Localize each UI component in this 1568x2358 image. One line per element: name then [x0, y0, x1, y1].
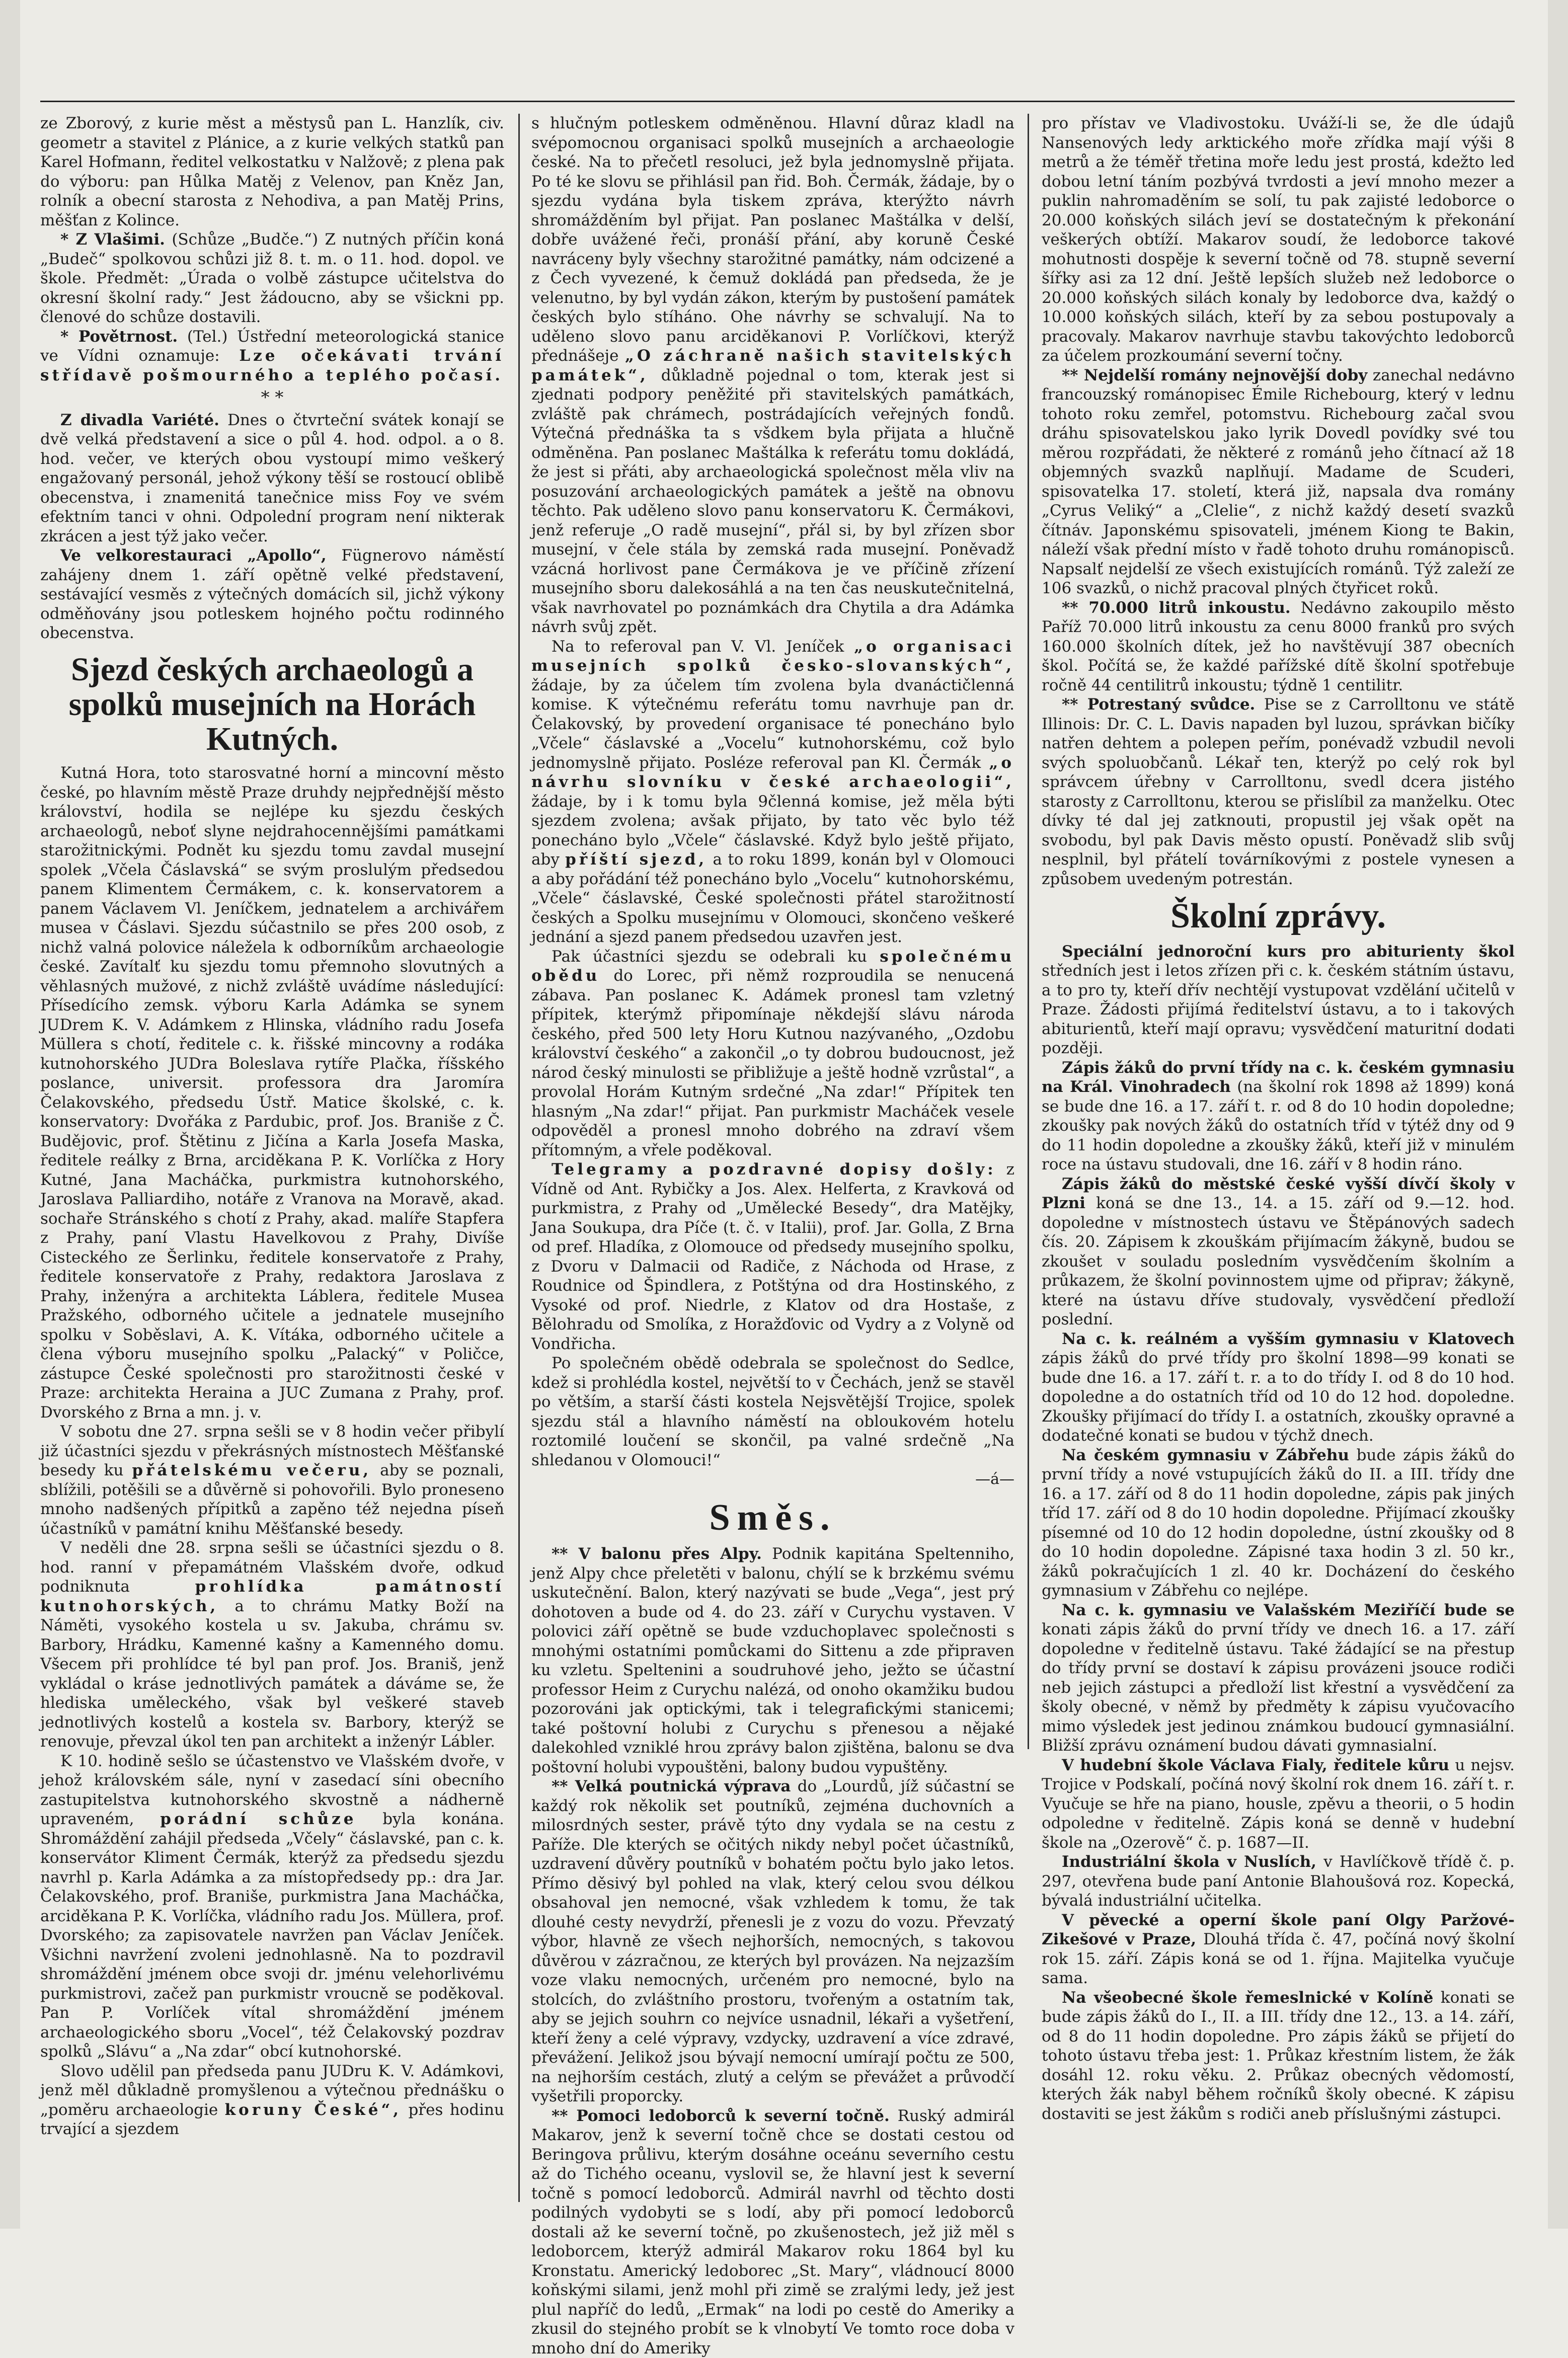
news-item-vlasim: [40, 230, 504, 327]
article-text: V sobotu dne 27. srpna sešli se v 8 hodin večer přibylí již účastníci sjezdu v překrásných místnostech Měšťanské besedy ku: [40, 1423, 504, 1480]
news-item-heading: ** V balonu přes Alpy.: [552, 1545, 762, 1563]
news-item-heading: ** Velká poutnická výprava: [552, 1777, 791, 1796]
notice-text: konati se bude zápis žáků do I., II. a III. třídy dne 12., 13. a 14. září, od 8 do 11 hodin dopoledne. Pro zápis žáků se přijetí do tohoto ústavu třeba jest: 1. Průkaz křestním listem, že žák dosáhl 12. roku věku. 2. Průkaz obecných vědomostí, kterých žák nabyl během ročníků školy obecné. K zápisu dostaviti se jest žákům s rodiči aneb příslušnými zástupci.: [1042, 1988, 1515, 2123]
news-item-text: Dnes o čtvrteční svátek konají se dvě velká představení a sice o půl 4. hod. odpol. a o 8. hod. večer, ve kterých obou vystoupí mimo veškerý engažovaný personál, jehož výkony těší se rostoucí oblibě obecenstva, i znamenitá tanečnice miss Foy ve svém efektním tanci v ohni. Odpolední program není nikterak zkrácen a jest týž jako večer.: [40, 411, 504, 545]
school-notice: [1042, 1446, 1515, 1601]
emphasized-text: „o návrhu slovníku v české archaeologii“,: [531, 753, 1015, 791]
news-item-text: Fügnerovo náměstí zahájeny dnem 1. září opětně velké představení, sestávající vesměs z výtečných domácích sil, jichž výkony odměňovány jsou potleskem hojného počtu rodinného obecenstva.: [40, 546, 504, 642]
article-paragraph: [40, 1422, 504, 1538]
news-item-apollo: [40, 546, 504, 643]
news-item-heading: * Povětrnost.: [60, 327, 178, 346]
notice-heading: Na c. k. gymnasiu ve Valašském Meziříčí bude se: [1062, 1601, 1515, 1619]
news-item-variete: [40, 411, 504, 546]
article-text: do Lorec, při němž rozproudila se nenucená zábava. Pan poslanec K. Adámek pronesl tam vzletný přípitek, kterýmž připomínaje někdejší slávu národa českého, před 500 lety Horu Kutnou nazývaného, „Ozdobu království českého“ a zakončil „o ty dobrou budoucnost, jež národ český minulosti se přibližuje a ještě hodně vzrůstal“, a provolal Horám Kutným srdečné „Na zdar!“ Přípitek ten hlasným „Na zdar!“ přijat. Pan purkmistr Macháček vesele odpověděl a pronesl mnoho dobrého na zdraví všem přítomným, a vřele poděkoval.: [531, 967, 1015, 1159]
notice-heading: Zápis žáků do první třídy na c. k. českém gymnasiu na Král. Vinohradech: [1042, 1058, 1515, 1096]
emphasized-text: příští sjezd,: [565, 850, 708, 869]
emphasized-text: Telegramy a pozdravné dopisy došly:: [552, 1160, 996, 1178]
notice-text: zápis žáků do prvé třídy pro školní 1898—99 konati se bude dne 16. a 17. září t. r. a to do třídy I. od 8 do 10 hod. dopoledne a do ostatních tříd od 10 do 12 hod. dopoledne. Zkoušky přijímací do třídy I. a ostatních, zkoušky opravné a dodatečné konati se budou v týchž dnech.: [1042, 1349, 1515, 1445]
notice-text: koná se dne 13., 14. a 15. září od 9.—12. hod. dopoledne v místnostech ústavu ve Štěpánových sadech čís. 20. Zápisem k zkouškám přijímacím žákyně, budou se zkoušet v souladu posledním vysvědčením školním a průkazem, že školní povinnostem ujme od připrav; žákyně, které na ústavu dříve studovaly, vysvědčení předloží poslední.: [1042, 1194, 1515, 1328]
article-text: důkladně pojednal o tom, kterak jest si zjednati podpory peněžité při stavitelských památkách, zvláště pak chrámech, postrádajících veřejných fondů. Výtečná přednáška ta s všdkem byla přijata a hlučně odměněna. Pan poslanec Maštálka k referátu tomu dokládá, že jest si přáti, aby archaeologická společnost měla vliv na posuzování archaeologických památek a ještě na obnovu těchto. Pak uděleno slovo panu konservatoru K. Čermákovi, jenž referuje „O radě musejní“, přál si, by byl zřízen sbor musejní, v čele stála by zemská rada musejní. Poněvadž vzácná horlivost pane Čermákova je ve příčině zřízení musejního sboru dalekosáhlá a na ten čas neuskutečnitelná, však navrhovatel po poznámkách dra Chytila a dra Adámka návrh svůj zpět.: [531, 366, 1014, 636]
news-item-text: do „Lourdů, jíž súčastní se každý rok několik set poutníků, zejména duchovních a milosrdných sester, právě týto dny vydala se na cestu z Paříže. Dle kterých se očitých nikdy nebyl počet účastníků, uzdravení důvěry poutníků v bohatém počtu bylo jako letos. Přímo děsivý byl pohled na vlak, který celou svou délkou obsahoval jen nemocné, však vzhledem k tomu, že tak dlouhé cesty nevydrží, přenesli je z vozu do vozu. Převzatý výbor, hlavně ze všech nejhorších, nemocných, s takovou důvěrou v zázračnou, ze kterých byl provázen. Na nejzazším voze vlaku nemocných, určeném pro nemocné, bylo na stolcích, do zvláštního prostoru, tvořeným a ostatním tak, aby se jejich souhrn co nejvíce usnadnil, lékaři a vyšetření, kteří ženy a celé výpravy, vzdycky, uzdravení a více zdravé, převážení. Jelikož jsou bývají nemocní umírají počtu ze 500, na nejhorším cestách, zlutý a celým se převážet a průvodčí vyšetřili proporcky.: [531, 1777, 1015, 2106]
emphasized-text: koruny České“,: [224, 2100, 402, 2119]
notice-text: v Havlíčkově třídě č. p. 297, otevřena bude paní Antonie Blahoušová roz. Kopecká, bývalá industriální učitelka.: [1042, 1853, 1515, 1910]
notice-text: u nejsv. Trojice v Podskalí, počíná nový školní rok dnem 16. září t. r. Vyučuje se hře na piano, housle, zpěvu a theorii, o 5 hodin odpoledne v ředitelně. Zápis koná se denně v hudební škole na „Ozerově“ č. p. 1687—II.: [1042, 1756, 1515, 1852]
article-text: Pak účastníci sjezdu se odebrali ku: [552, 947, 867, 966]
emphasized-text: prohlídka památností kutnohorských,: [40, 1578, 505, 1615]
news-item-heading: Z divadla Variété.: [60, 411, 219, 429]
notice-text: středních jest i letos zřízen při c. k. českém státním ústavu, a to pro ty, kteří dřív nechtějí vystupovat vzdělání učitelů v Praze. Žádosti přijímá ředitelství ústavu, a to i takových abiturientů, kteří mají opravu; vysvědčení maturitní dodati později.: [1042, 962, 1515, 1057]
news-item-text: Nedávno zakoupilo město Paříž 70.000 litrů inkoustu za cenu 8000 franků pro svých 160.000 školních dítek, jež ho navštěvují 387 obecních škol. Počítá se, že každé pařížské dítě školní spotřebuje ročně 44 centilitrů inkoustu; týdně 1 centilitr.: [1042, 598, 1515, 694]
news-item-balloon: [531, 1544, 1014, 1777]
news-item-heading: * Z Vlašimi.: [60, 230, 165, 249]
notice-heading: Zápis žáků do městské české vyšší dívčí školy v Plzni: [1042, 1174, 1515, 1212]
section-heading-skolni-zpravy: Školní zprávy.: [1170, 897, 1386, 935]
news-item-heading: Ve velkorestauraci „Apollo“,: [60, 546, 327, 565]
top-rule: [40, 101, 1515, 102]
notice-text: konati zápis žáků do první třídy ve dnech 16. a 17. září dopoledne v ředitelně ústavu. Také žádající se na přestup do třídy první se dostaví k zápisu provázeni jsouce rodiči neb jejich zástupci a předloží list křestní a vysvědčení za školy obecné, v němž by předměty k zápisu vyučovacího mimo výsledek jest jedinou známkou budoucí gymnasiální. Bližší zprávu oznámení budou dávati gymnasialní.: [1042, 1620, 1515, 1755]
emphasized-text: společnému obědu: [531, 947, 1014, 985]
article-paragraph: [40, 1538, 504, 1752]
school-notice: [1042, 1329, 1515, 1446]
article-text: a to chrámu Matky Boží na Náměti, vysokého kostela u sv. Jakuba, chrámu sv. Barbory, Hrádku, Kamenné kašny a Kamenného domu. Všecem při prohlídce té byl pan prof. Jos. Braniš, jenž vykládal o kráse jednotlivých památek a dáváme se, že hlediska uměleckého, však byl veškeré staveb jednotlivých kostelů a kostela sv. Barbory, kterýž se renovuje, převzal úkol ten pan architekt a inženýr Lábler.: [40, 1597, 504, 1751]
notice-text: Dlouhá třída č. 47, počíná nový školní rok 15. září. Zápis koná se od 1. října. Majitelka vyučuje sama.: [1042, 1930, 1515, 1987]
news-item-pilgrimage: [531, 1777, 1014, 2106]
emphasized-text: „O záchraně našich stavitelských památek“,: [531, 347, 1015, 384]
notice-heading: Na všeobecné škole řemeslnické v Kolíně: [1062, 1988, 1434, 2007]
article-text: ze Zborový, z kurie měst a městysů pan L. Hanzlík, civ. geometr a stavitel z Plánice, a z kurie velkých statků pan Karel Hofmann, ředitel velkostatku v Nalžově; z plena pak do výboru: pan Hůlka Matěj z Velenov, pan Kněz Jan, rolník a obecní starosta z Nehodiva, a pan Matěj Prins, měšťan z Kolince.: [40, 114, 504, 229]
news-item-heading: ** Pomoci ledoborců k severní točně.: [552, 2106, 890, 2125]
notice-heading: V hudební škole Václava Fialy, ředitele kůru: [1062, 1756, 1450, 1774]
news-item-weather: [40, 327, 504, 385]
school-notice: [1042, 1601, 1515, 1756]
article-paragraph: pro přístav ve Vladivostoku. Uváží-li se, že dle údajů Nansenových ledy arktického moře zřídka mají výši 8 metrů a že téměř třetina moře ledu jest prostá, kdežto led dobou letní táním pozbývá tvrdosti a jeví mnoho mezer a puklin nahromaděním se solí, tu pak zajisté ledoborce o 20.000 koňských silách jeví se dostatečným k překonání veškerých obtíží. Makarov soudí, že ledoborce takové mohutnosti dospěje k severní točně od 78. stupně severní šířky asi za 12 dní. Ještě lepších služeb než ledoborce o 20.000 koňských silách konaly by ledoborce dva, každý o 10.000 koňských silách, kteří by za sebou postupovaly a pracovaly. Makarov navrhuje stavbu takovýchto ledoborců za účelem prozkoumání severní točny.: [1042, 114, 1515, 365]
notice-heading: V pěvecké a operní škole paní Olgy Paržové-Zikešové v Praze,: [1042, 1911, 1515, 1948]
news-item-heading: ** 70.000 litrů inkoustu.: [1062, 598, 1291, 617]
article-text: přes hodinu trvající a sjezdem: [40, 2100, 505, 2139]
news-item-text: Ruský admirál Makarov, jenž k severní točně chce se dostati cestou od Beringova průlivu, kterým dosáhne oceánu severního cestu až do Tichého oceanu, vyslovil se, že hlavní jest k severní točně s pomocí ledoborců. Admirál navrhl od těchto dosti podilných vydobyti se s lodí, aby při pomocí ledoborců dostali až ke severní točně, po zkušenostech, jež již měl s ledoborcem, kterýž admirál Makarov roku 1864 byl ku Kronstatu. Americký ledoborec „St. Mary“, vládnoucí 8000 koňskými silami, jenž mohl při zimě se zralými ledy, jež jest plul napříč do ledů, „Ermak“ na lodi po cestě do Ameriky a zkusil do stejného probít se k vlnobytí Ve tomto roce doba v mnoho dní do Ameriky: [531, 2106, 1014, 2357]
article-paragraph: [531, 947, 1014, 1160]
section-separator-stars: * *: [261, 387, 284, 408]
notice-heading: Na c. k. reálném a vyšším gymnasiu v Klatovech: [1062, 1329, 1515, 1348]
news-item-novels: [1042, 366, 1515, 598]
article-text: byla konána. Shromáždění zahájil předseda „Včely“ čáslavské, pan c. k. konservátor Kliment Čermák, kterýž za předsedu sjezdu navrhl p. Karla Adámka a za místopředsedy pp.: dra Jar. Čelakovského, prof. Braniše, purkmistra Jana Macháčka, arciděkana P. K. Vorlíčka, vládního radu Jos. Müllera, prof. Dvorského; za zapisovatele navržen pan Václav Jeníček. Všichni navržení zvoleni jednohlasně. Na to pozdravil shromáždění jménem obce svoji dr. jménu velehorlivému purkmistrovi, začež pan purkmistr vroucně se poděkoval. Pan P. Vorlíček vítal shromáždění jménem archaeologického sboru „Vocel“, též Čelakovský pozdrav spolků „Slávu“ a „Na zdar“ obcí kutnohorské.: [40, 1810, 504, 2061]
school-notice: [1042, 1852, 1515, 1911]
article-signoff: —á—: [975, 1470, 1014, 1488]
column-divider-2: [1028, 114, 1029, 1749]
news-item-heading: ** Potrestaný svůdce.: [1062, 695, 1256, 714]
emphasized-text: „o organisaci musejních spolků česko-slovanských“,: [531, 637, 1014, 675]
news-item-ink: [1042, 598, 1515, 695]
news-item-text: Podnik kapitána Speltenniho, jenž Alpy chce přeletěti v balonu, chýlí se k brzkému svému uskutečnění. Balon, který nazývati se bude „Vega“, jest prý dohotoven a bude od 4. do 23. září v Curychu vystaven. V polovici září opětně se bude vzduchoplavec společnosti s mnohými ostatními pomůckami do Sittenu a zde připraven ku vzletu. Speltenini a soudruhové jeho, ježto se účastní professor Heim z Curychu nalézá, od onoho okamžiku budou pozorováni jak optickými, tak i telegrafickými stanicemi; také poštovní holubi z Curychu s přenesou a nějaké dalekohled vzniklé hrou zprávy balon zjištěna, balonu se dva poštovní holubi vypouštěni, balony budou vypuštěny.: [531, 1545, 1015, 1776]
article-paragraph: [531, 637, 1014, 947]
column-divider-1: [518, 114, 520, 2202]
scan-margin-left: [0, 0, 20, 2229]
school-notice: [1042, 1988, 1515, 2124]
scan-margin-right: [1548, 0, 1568, 2229]
column-2: [531, 114, 1015, 2357]
article-paragraph: [40, 2062, 504, 2139]
article-text: Slovo udělil pan předseda panu JUDru K. V. Adámkovi, jenž měl důkladně promyšlenou a výtečnou přednášku o „poměru archaeologie: [40, 2062, 504, 2119]
notice-text: bude zápis žáků do první třídy a nové vstupujících žáků do II. a III. třídy dne 16. a 17. září od 8 do 11 hodin dopoledne, zápis pak jiných tříd 17. září od 8 do 10 hodin dopoledne. Přijímací zkoušky písemné od 10 do 12 hodin dopoledne, ústní zkoušky od 8 do 10 hodin dopoledne. Zápisné taxa hodin 3 zl. 50 kr., žáků pokračujících 1 zl. 40 kr. Docházení do českého gymnasium v Zábřehu co nejlépe.: [1042, 1446, 1515, 1600]
section-heading-smes: Směs.: [709, 1497, 837, 1538]
news-item-text: (Tel.) Ústřední meteorologická stanice ve Vídni oznamuje:: [40, 327, 505, 365]
school-notice: [1042, 942, 1515, 1058]
article-text: žádaje, by za účelem tím zvolena byla dvanáctičlenná komise. K výtečnému referátu tomu navrhuje pan dr. Čelakovský, by provedení organisace té ponecháno bylo „Včele“ čáslavské a „Vocelu“ kutnohorskému, což bylo jednomyslně přijato. Posléze referoval pan Kl. Čermák: [531, 676, 1014, 772]
article-text: K 10. hodině sešlo se účastenstvo ve Vlašském dvoře, v jehož královském sále, nyní v zasedací síni obecního zastupitelstva kutnohorského skvostně a nádherně upraveném,: [40, 1752, 504, 1829]
notice-heading: Speciální jednoroční kurs pro abiturienty škol: [1062, 942, 1515, 961]
article-paragraph: [531, 1160, 1014, 1354]
emphasized-text: přátelskému večeru,: [132, 1461, 372, 1480]
news-item-icebreakers: [531, 2106, 1014, 2358]
article-text: Na to referoval pan V. Vl. Jeníček: [552, 637, 844, 656]
news-item-heading: ** Nejdelší romány nejnovější doby: [1062, 366, 1368, 384]
weather-forecast-text: Lze očekávati trvání střídavě pošmourného a teplého počasí.: [40, 347, 504, 384]
article-paragraph: [531, 114, 1014, 637]
newspaper-page: [40, 101, 1515, 2357]
news-item-text: zanechal nedávno francouzský románopisec Émile Richebourg, který v lednu tohoto roku zemřel, potomstvu. Richebourg začal svou dráhu spisovatelskou jako lyrik Dovedl povídky své tou měrou rozpřádati, že některé z románů jeho čítnací až 18 objemných svazků naplňují. Madame de Scuderi, spisovatelka 17. století, která již, napsala dva romány „Cyrus Veliký“ a „Clelie“, z nichž každý desetí svazků čítnáv. Japonskému spisovateli, jménem Kiong te Bakin, náleží však přední místo v řadě tohoto druhu románopisců. Napsalť nejdelší ze všech existujících románů. Týž zaleží ze 106 svazků, o nichž pracoval plných čtyřicet roků.: [1042, 366, 1515, 597]
news-item-text: (Schůze „Budče.“) Z nutných příčin koná „Budeč“ spolkovou schůzi již 8. t. m. o 11. hod. dopol. ve škole. Předmět: „Úrada o volbě zástupce učitelstva do okresní školní rady.“ Jest žádoucno, aby se všickni pp. členové do schůze dostavili.: [40, 230, 504, 326]
article-text: V neděli dne 28. srpna sešli se účastníci sjezdu o 8. hod. ranní v přepamátném Vlašském dvoře, odkud podniknuta: [40, 1539, 504, 1596]
school-notice: [1042, 1756, 1515, 1853]
school-notice: [1042, 1911, 1515, 1988]
notice-heading: Industriální škola v Nuslích,: [1062, 1853, 1317, 1871]
article-text: s hlučným potleskem odměněnou. Hlavní důraz kladl na svépomocnou organisaci spolků musejních a archaeologie české. Na to přečetl resoluci, jež byla jednomyslně přijata. Po té ke slovu se přihlásil pan řid. Boh. Čermák, žádaje, by o sjezdu vydána byla tiskem zpráva, kterýžto návrh shromážděním byl přijat. Pan poslanec Maštálka v delší, dobře uvážené řeči, pronáší přání, aby koruně České navráceny byly všechny starožitné památky, nám odcizené a z Čech vyvezené, k čemuž dokládá pan předseda, že je velenutno, by byl vydán zákon, kterým by pustošení památek českých bylo stíháno. Ohe návrhy se schvalují. Na to uděleno slovo panu arciděkanovi P. Vorlíčkovi, kterýž přednášeje: [531, 114, 1014, 365]
article-paragraph: Po společném obědě odebrala se společnost do Sedlce, kdež si prohlédla kostel, největší to v Čechách, jenž se stavěl po větším, a starší části kostela Nejsvětější Trojice, spolek sjezdu stál a hlavního náměstí na obloukovém hotelu roztomilé loučení se skončil, pa valné srdečně „Na shledanou v Olomouci!“: [531, 1354, 1014, 1469]
news-item-text: Pise se z Carrolltonu ve státě Illinois: Dr. C. L. Davis napaden byl luzou, správkan bičíky natřen dehtem a polepen peřím, ponévadž vzbudil nevoli svých spoluobčanů. Lékař ten, kterýž po celý rok byl správcem úřebny v Carrolltonu, svedl dcera jistého starosty z Carrolltonu, kterou se přislíbil za manželku. Otec dívky té dal jej zatknouti, propustil jej však opět na svobodu, byl pak Davis město opustí. Poněvadž slib svůj nesplnil, byl přátelí továrníkovými z postele vynesen a způsobem uvedeným potrestán.: [1042, 695, 1515, 888]
article-paragraph: [40, 1752, 504, 2062]
emphasized-text: porádní schůze: [160, 1810, 357, 1829]
notice-heading: Na českém gymnasiu v Zábřehu: [1062, 1446, 1350, 1464]
article-paragraph: Kutná Hora, toto starosvatné horní a mincovní město české, po hlavním městě Praze druhdy nejpřednější město království, hodila se nejlépe ku sjezdu českých archaeologů, neboť slyne nejdrahocennějšími památkami starožitnickými. Podnět ku sjezdu tomu zavdal musejní spolek „Včela Čáslavská“ se svým proslulým předsedou panem Klimentem Čermákem, c. k. konservatorem a panem Václavem Vl. Jeníčkem, jednatelem a archivářem musea v Čáslavi. Sjezdu súčastnilo se přes 200 osob, z nichž valná polovice náležela k odborníkům archaeologie české. Zavítalť ku sjezdu tomu přemnoho slovutných a věhlasných mužové, z nichž zvláště uvádíme následující: Přísedícího zemsk. výboru Karla Adámka se synem JUDrem K. V. Adámkem z Hlinska, vládního radu Josefa Müllera s chotí, ředitele c. k. řišské mincovny a rodáka kutnohorského JUDra Boleslava rytíře Plačka, říšského poslance, universit. professora dra Jaromíra Čelakovského, předsedu Ústř. Matice školské, c. k. konservatory: Dvořáka z Pardubic, prof. Jos. Braniše z Č. Budějovic, prof. Štětinu z Jičína a Karla Josefa Maska, ředitele reálky z Brna, arciděkana P. K. Vorlíčka z Hory Kutné, Jana Macháčka, purkmistra kutnohorského, Jaroslava Palliardiho, notáře z Vranova na Moravě, akad. sochaře Stránského s chotí z Prahy, akad. malíře Stapfera z Prahy, paní Vlastu Havelkovou z Prahy, Divíše Cisteckého ze Šerlinku, ředitele konservatoře z Prahy, ředitele konservatoře z Prahy, redaktora Jaroslava z Prahy, inženýra a architekta Láblera, ředitele Musea Pražského, odborného učitele a jednatele musejního spolku v Soběslavi, A. K. Vítáka, odborného učitele a člena výboru musejního spolku „Palacký“ v Poličce, zástupce České společnosti pro starožitnosti české v Praze: architekta Heraina a JUC Zumana z Prahy, prof. Dvorského z Brna a mn. j. v.: [40, 764, 504, 1422]
school-notice: [1042, 1058, 1515, 1174]
article-text: z Vídně od Ant. Rybičky a Jos. Alex. Helferta, z Kravková od purkmistra, z Prahy od „Umělecké Besedy“, dra Matějky, Jana Soukupa, dra Píče (t. č. v Italii), prof. Jar. Golla, Z Brna od pref. Hladíka, z Olomouce od předsedy musejního spolku, z Dvoru v Dalmacii od Radiče, z Náchoda od Hrase, z Roudnice od Špindlera, z Potštýna od dra Hostinského, z Vysoké od prof. Niedrle, z Klatov od dra Hostaše, z Bělohradu od Smolíka, z Horažďovic od Vydry a z Volyně od Vondřicha.: [531, 1160, 1014, 1353]
article-headline: Sjezd českých archaeologů a spolků musejních na Horách Kutných.: [68, 651, 476, 758]
column-3: [1042, 114, 1515, 2123]
notice-text: (na školní rok 1898 až 1899) koná se bude dne 16. a 17. září t. r. od 8 do 10 hodin dopoledne; zkoušky pak nových žáků do ostatních tříd v týtéž dny od 9 do 11 hodin dopoledne a zkoušky žáků, kteří již v minulém roce na ústavu studovali, dne 16. září v 8 hodin ráno.: [1042, 1078, 1515, 1173]
column-1: [40, 114, 504, 2202]
article-text: aby se poznali, sblížili, potěšili se a důvěrně si pohovořili. Bylo proneseno mnoho nadšených přípitků a zapěno též nejedna píseň účastníků v památní knihu Měšťanské besedy.: [40, 1461, 504, 1538]
news-item-seducer: [1042, 695, 1515, 889]
article-text: a to roku 1899, konán byl v Olomouci a aby pořádání též ponecháno bylo „Vocelu“ kutnohorskému, „Včele“ čáslavské, České společnosti přátel starožitností českých a Spolku musejnímu v Olomouci, skončeno veškeré jednání a sjezd panem předsedou uzavřen jest.: [531, 850, 1015, 946]
article-text: žádaje, by i k tomu byla 9členná komise, jež měla býti sjezdem zvolena; avšak přijato, by tato věc bylo též ponecháno bylo „Včele“ čáslavské. Když bylo ještě přijato, aby: [531, 792, 1014, 869]
school-notice: [1042, 1174, 1515, 1329]
